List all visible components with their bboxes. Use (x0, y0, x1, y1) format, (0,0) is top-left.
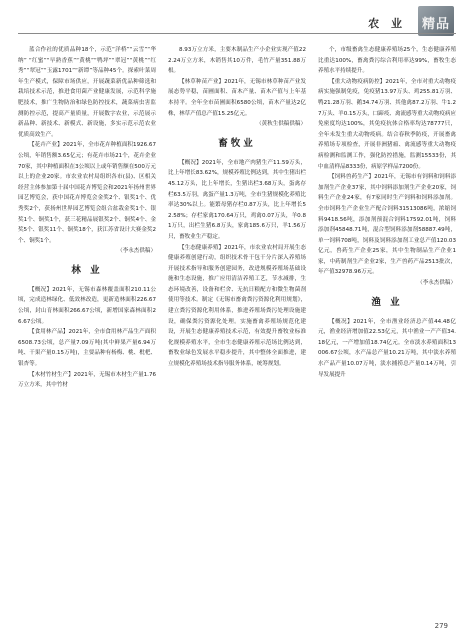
paragraph: 【重大动物疫病防控】2021年，全市对重大动物疫病实施强制免疫，免疫猪13.97万头、鸡255.81万羽、鸭21.28万羽、鹅34.74万羽、其他禽87.2万羽、牛1.27万头、羊0.15万头，口蹄疫、禽流感等重大动物疫病应免密度均达100%，其免疫抗体合格率均达78777只，全年未发生重大动物疫病。结合春秋季防疫，开展畜禽养殖场专项检查，开展非洲猪瘟、禽流感等重大动物疫病检测和监测工作，强化防控措施，监测15533份，其中血清样品8333份，病原学样品7200份。 (318, 78, 456, 170)
source-credit: （黄秋生供稿供稿） (256, 121, 306, 128)
paragraph: 【概况】2021年，无锡市森林覆盖面积210.11公顷，完成造林绿化、低效林改造，更新造林面积226.67公顷，封山育林面积266.67公顷，新增国家森林面积26.67公顷。 (18, 286, 156, 325)
paragraph: 【概况】2021年，全市地产肉猪生产11.59万头，比上年增长83.62%，规模养殖比例达到，其中生猪出栏45.12万头，比上年增长，生猪出栏3.68万头，蛋禽存栏63.5万羽，禽蛋产量1.3万吨，全市生猪规模化养殖比率达30%以上。能繁母猪存栏0.87万头，比上年增长52.58%；存栏家禽170.64万只，鸡禽0.07万头，羊0.81万只，出栏生猪6.8万头，家禽185.6万只，羊1.56万只，畜牧业生产稳定。 (168, 159, 306, 240)
source-credit: （李永杰供稿） (117, 248, 156, 255)
paragraph: 【花卉产业】2021年，全市花卉种植面积1926.67公顷，年销售额3.65亿元；有花卉市场21个，花卉企业70家，其中种植面积在3公顷以上或年销售额在500万元以上的企业20家。市农业农村局组织各市(县)、区相关经营主体参加第十届中国花卉博览会和2021年扬州世界园艺博览会，获中国花卉博览会金奖2个、银奖1个、优秀奖2个，获扬州世界园艺博览会组合盆栽金奖1个、银奖1个、铜奖1个，获三花精品展银奖2个、铜奖4个、金奖5个、银奖11个、铜奖18个，获江苏省设计大赛金奖2个、铜奖1个。 (18, 142, 156, 244)
column-left (18, 45, 156, 391)
source-credit: （李永杰供稿） (417, 280, 456, 287)
logo-text: 精品 (421, 17, 450, 32)
section-logo (418, 6, 454, 36)
paragraph: 蓝合作社的优质品种18个，示范“洋桥”“云雪”“华纳” “红蜜”“早熟香蕉”“黄桃”“鸭坪”“翠冠”“黄桃”“红秀”“翠冠”“玉露1701”“新谭”等品种45个。探索叶菜周年生产模式，保障市场供应，开展蔬菜新优品种筛选和栽培技术示范，推进食用菌产业健康发展，示范科学施肥技术，推广生物防治和绿色防控技术，蔬菜病虫害监测防控示范，提高产量质量，开展数字农业，示范展示新品种、新技术、新模式、新设施，多实示范示范农业优质高效生产。 (18, 47, 156, 138)
paragraph: 个，市级畜禽生态健康养殖场25个，生态健康养殖比重达100%，畜禽粪污综合利用率达99%，畜牧生态养殖水平持续提升。 (318, 47, 456, 75)
page-number: 279 (434, 622, 448, 630)
header-rule (18, 33, 456, 34)
paragraph: 【林草种苗产业】2021年，无锡市林草种苗产业发展态势平稳，苗圃面积、苗木产量、苗木产值与上年基本持平。全年全市苗圃面积6580公顷，苗木产量达2亿株，林草产值总产值15.25亿元。 (168, 78, 306, 117)
column-middle (168, 45, 306, 370)
section-heading: 畜牧业 (218, 137, 256, 149)
paragraph: 【概况】2021年，全市渔业经济总产值44.48亿元，渔业经济增加值22.53亿元，其中渔业一产产值34.18亿元，一产增加值18.74亿元。全市淡水养殖面积13006.67公顷，水产品总产量10.21万吨，其中淡水养殖水产品产量10.07万吨，淡水捕捞总产量0.14万吨，引导发展提升 (318, 318, 456, 378)
section-heading: 林 业 (71, 264, 103, 276)
paragraph: 【食用林产品】2021年，全市食用林产品生产面积6508.73公顷，总产量7.09万吨(其中鲜果产量6.94万吨、干果产量0.15万吨)，主要品种有杨梅、桃、枇杷、银杏等。 (18, 329, 156, 368)
running-title: 农 业 (368, 17, 406, 30)
paragraph: 8.93万立方米，主要木制品生产小企业实现产值222.24万立方米，木销售其10万件，毛竹产量351.88万根。 (168, 47, 306, 75)
section-heading: 渔 业 (371, 296, 403, 308)
paragraph: 【生态健康养殖】2021年，市农业农村局开展生态健康养殖创建行动，组织技术骨干包干分片深入养殖场开展技术指导和服务创建园务，改进规模养殖场基础设施和生态设施，推广应用清洁养殖工艺，节水减排，生态环境改善，设备和栏舍、无抗日粮配方和微生物菌剂使用等技术。制定《无锡市畜禽粪污资源化利用规划》，建立粪污资源化利用体系，推进养殖场粪污处理设施建设，确保粪污资源化处理。实施畜禽养殖场规范化建设，开展生态健康养殖技术示范，有效提升畜牧业标准化规模养殖水平，全市生态健康养殖示范场比例达到，畜牧业绿色发展水平稳步提升，其中整体全面推进，建立规模化养殖场技术指导服务体系，统筹规划。 (168, 244, 306, 368)
page-header (0, 0, 468, 42)
paragraph: 【木材竹材生产】2021年，无锡市木材生产量1.76万立方米，其中竹材 (18, 371, 156, 389)
paragraph: 【饲料兽药生产】2021年，无锡市有饲料和饲料添加剂生产企业37家，其中饲料添加剂生产企业20家，饲料生产企业24家，有7家同时生产饲料和饲料添加剂。全市饲料生产企业生产配合饲料31513086吨，浓缩饲料9418.56吨，添加剂预混合饲料17592.01吨，饲料添加剂45848.71吨，混合型饲料添加剂58887.49吨，单一饲料708吨，饲料及饲料添加剂工业总产值120.03亿元，兽药生产企业25家，其中生物制品生产企业1家，中药制剂生产企业2家，生产兽药产品2513批次，年产值32978.96万元。 (318, 174, 456, 276)
column-right (318, 45, 456, 380)
